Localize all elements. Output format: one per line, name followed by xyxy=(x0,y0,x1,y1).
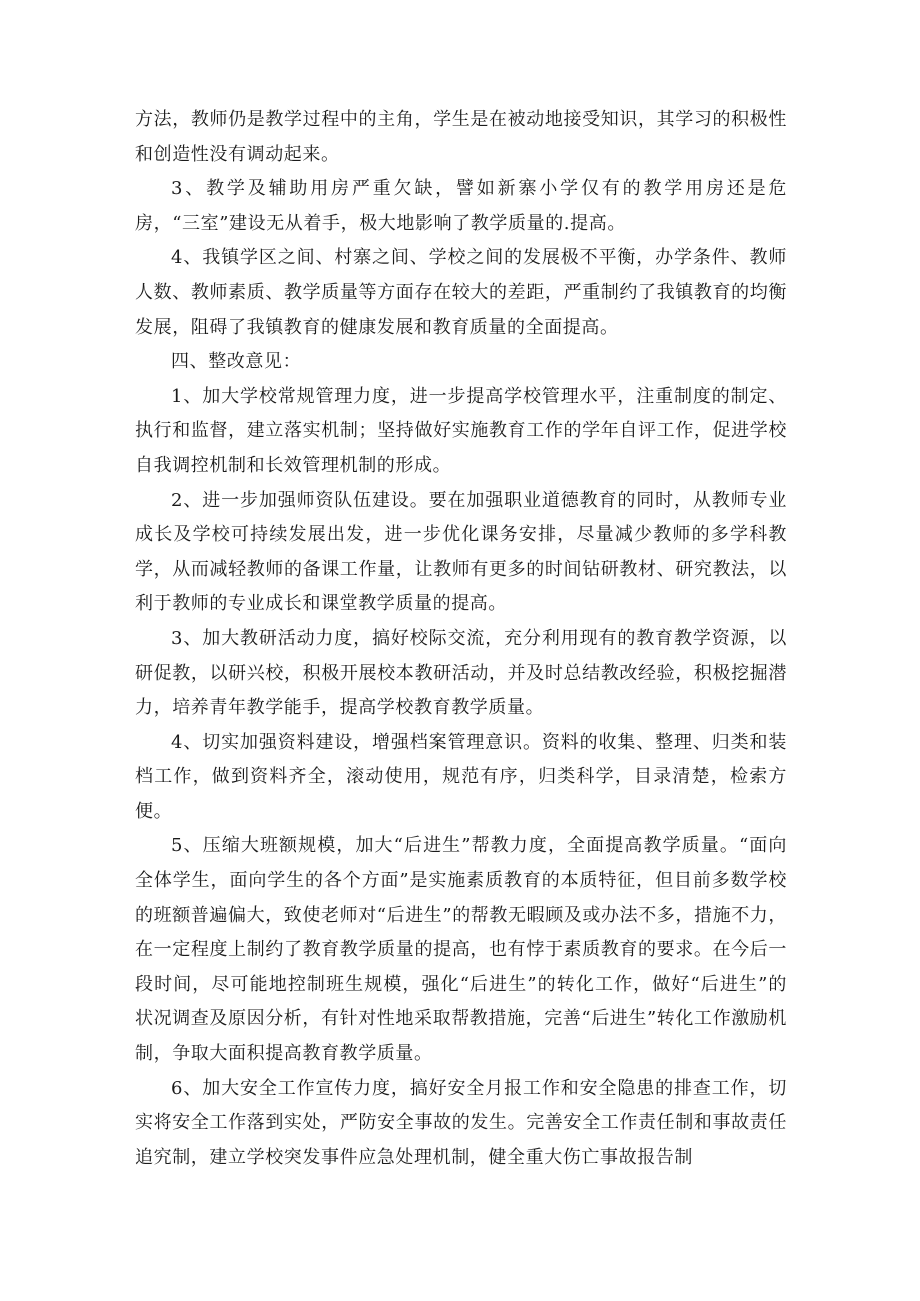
paragraph-opinion-2: 2、进一步加强师资队伍建设。要在加强职业道德教育的同时，从教师专业成长及学校可持续发展出发，进一步优化课务安排，尽量减少教师的多学科教学，从而减轻教师的备课工作量，让教师有更多的时间钻研教材、研究教法，以利于教师的专业成长和课堂教学质量的提高。 xyxy=(135,489,787,615)
paragraph-opinion-3: 3、加大教研活动力度，搞好校际交流，充分利用现有的教育教学资源，以研促教，以研兴校，积极开展校本教研活动，并及时总结教改经验，积极挖掘潜力，培养青年教学能手，提高学校教育教学质量。 xyxy=(135,627,787,719)
paragraph-opinion-1: 1、加大学校常规管理力度，进一步提高学校管理水平，注重制度的制定、执行和监督，建立落实机制；坚持做好实施教育工作的学年自评工作，促进学校自我调控机制和长效管理机制的形成。 xyxy=(135,385,787,476)
paragraph-opinion-4: 4、切实加强资料建设，增强档案管理意识。资料的收集、整理、归类和装档工作，做到资料齐全，滚动使用，规范有序，归类科学，目录清楚，检索方便。 xyxy=(135,731,787,822)
paragraph-issue-4: 4、我镇学区之间、村寨之间、学校之间的发展极不平衡，办学条件、教师人数、教师素质、教学质量等方面存在较大的差距，严重制约了我镇教育的均衡发展，阻碍了我镇教育的健康发展和教育质量的全面提高。 xyxy=(135,247,787,338)
document-body xyxy=(135,103,787,1175)
section-heading-rectification: 四、整改意见： xyxy=(171,351,302,373)
paragraph-issue-3: 3、教学及辅助用房严重欠缺，譬如新寨小学仅有的教学用房还是危房，“三室”建设无从着手，极大地影响了教学质量的.提高。 xyxy=(135,178,787,234)
paragraph-continuation: 方法，教师仍是教学过程中的主角，学生是在被动地接受知识，其学习的积极性和创造性没有调动起来。 xyxy=(135,109,787,165)
paragraph-opinion-6: 6、加大安全工作宣传力度，搞好安全月报工作和安全隐患的排查工作，切实将安全工作落到实处，严防安全事故的发生。完善安全工作责任制和事故责任追究制，建立学校突发事件应急处理机制，健全重大伤亡事故报告制 xyxy=(135,1077,787,1168)
paragraph-opinion-5: 5、压缩大班额规模，加大“后进生”帮教力度，全面提高教学质量。“面向全体学生，面向学生的各个方面”是实施素质教育的本质特征，但目前多数学校的班额普遍偏大，致使老师对“后进生”的帮教无暇顾及或办法不多，措施不力，在一定程度上制约了教育教学质量的提高，也有悖于素质教育的要求。在今后一段时间，尽可能地控制班生规模，强化“后进生”的转化工作，做好“后进生”的状况调查及原因分析，有针对性地采取帮教措施，完善“后进生”转化工作激励机制，争取大面积提高教育教学质量。 xyxy=(135,835,788,1065)
